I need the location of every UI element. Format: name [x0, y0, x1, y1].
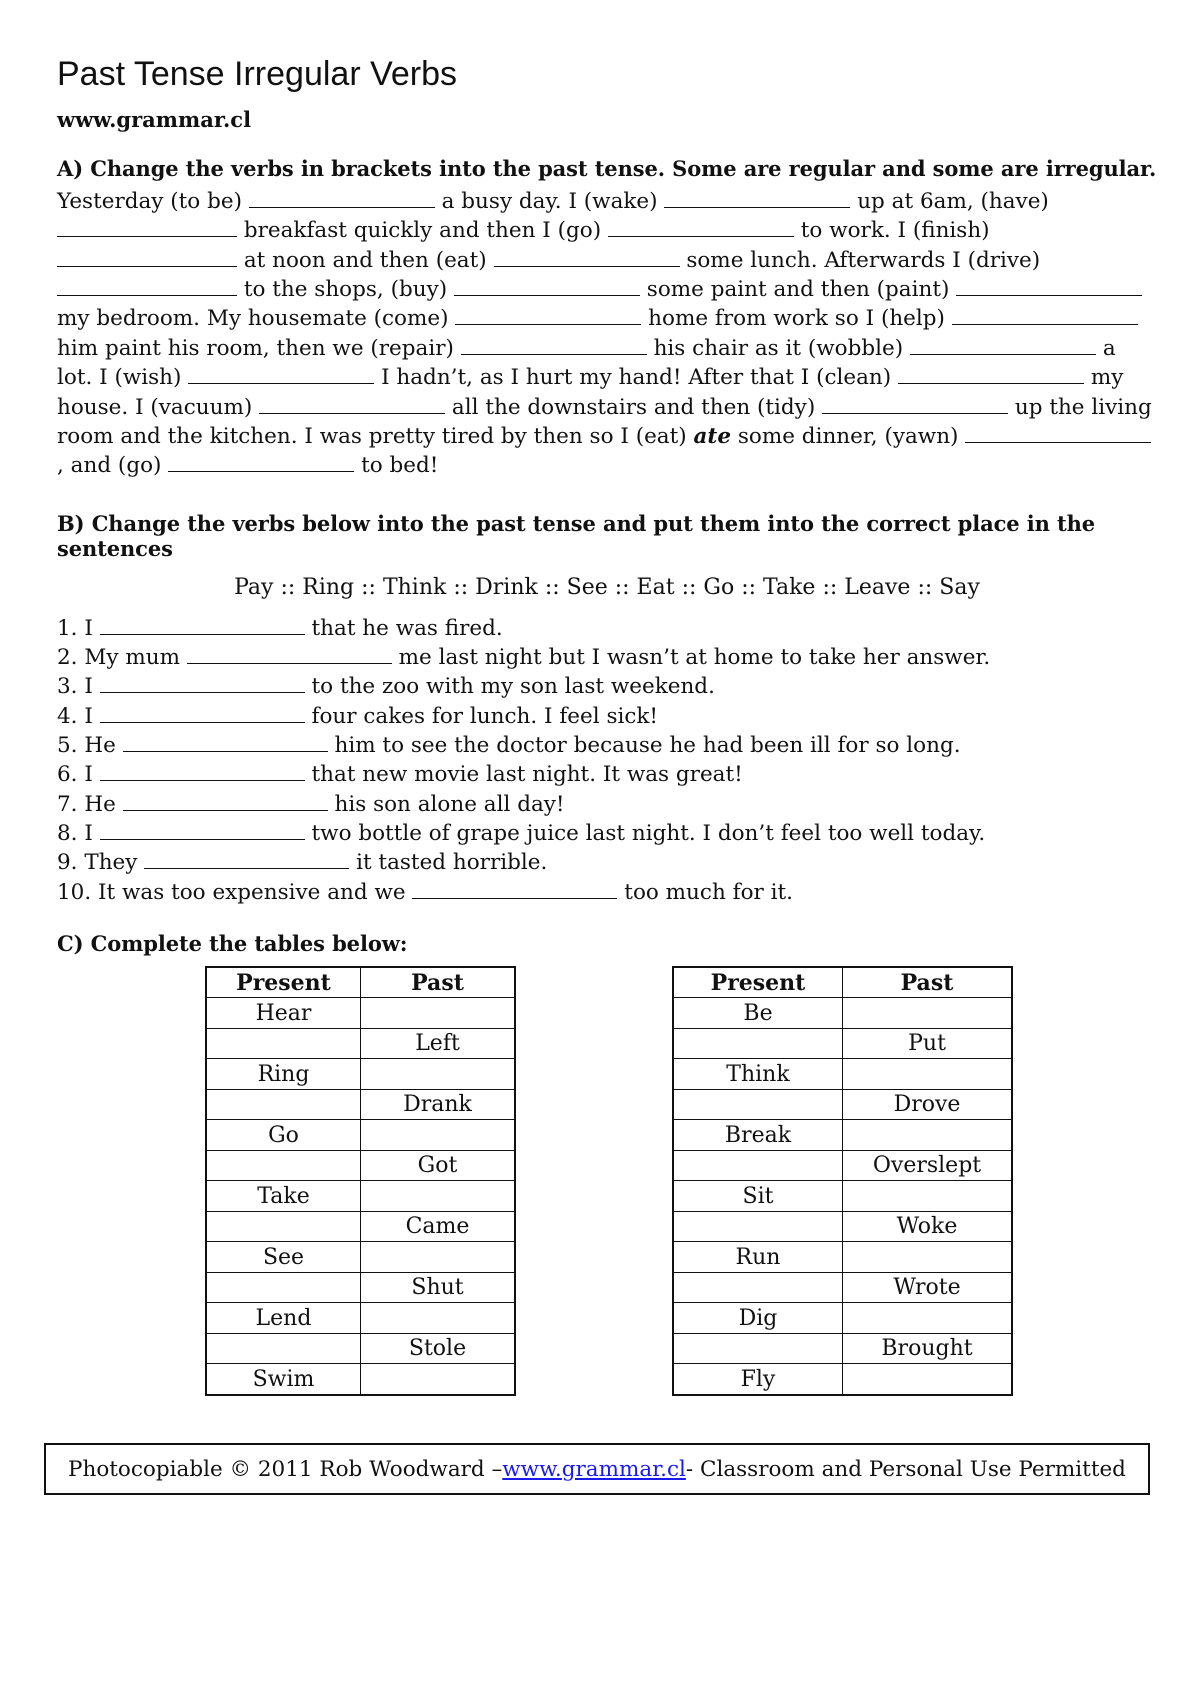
sentence-after: it tasted horrible. [349, 850, 548, 876]
column-header: Past [843, 967, 1013, 998]
table-row [673, 1120, 1012, 1151]
verb-table-right [672, 966, 1013, 1396]
table-row [673, 1150, 1012, 1181]
tables-area [57, 966, 1157, 1436]
sentence-after: that he was fired. [304, 615, 503, 641]
table-row [206, 1272, 515, 1303]
table-row [206, 1211, 515, 1242]
para-text: , and (go) [57, 453, 169, 479]
past-cell[interactable] [361, 1242, 516, 1273]
para-text: some lunch. Afterwards I (drive) [679, 247, 1041, 273]
answer-blank[interactable] [57, 277, 237, 296]
past-cell: Came [361, 1211, 516, 1242]
para-text: his chair as it (wobble) [646, 335, 910, 361]
table-row [673, 1181, 1012, 1212]
present-cell[interactable] [206, 1272, 361, 1303]
answer-blank[interactable] [100, 616, 305, 635]
present-cell[interactable] [673, 1211, 843, 1242]
para-text: Yesterday (to be) [57, 188, 249, 214]
sentence-item [57, 702, 1157, 731]
para-text: a lot. I (wish) [57, 335, 1116, 391]
present-cell: Be [673, 998, 843, 1029]
para-text: home from work so I (help) [641, 306, 952, 332]
answer-blank[interactable] [100, 704, 305, 723]
para-text: up at 6am, (have) [850, 188, 1049, 214]
word-bank: Pay :: Ring :: Think :: Drink :: See :: Eat :: Go :: Take :: Leave :: Say [234, 574, 980, 600]
answer-blank[interactable] [100, 762, 305, 781]
footer-link[interactable]: www.grammar.cl [502, 1456, 686, 1482]
answer-blank[interactable] [898, 365, 1084, 384]
table-row [673, 1272, 1012, 1303]
para-text: to bed! [354, 453, 439, 479]
para-text: my house. I (vacuum) [57, 365, 1124, 420]
table-row [673, 1028, 1012, 1059]
answer-blank[interactable] [608, 218, 794, 237]
sentence-before: 9. They [57, 850, 145, 876]
footer-prefix: Photocopiable © 2011 Rob Woodward – [68, 1456, 503, 1482]
answer-blank[interactable] [100, 821, 305, 840]
sentence-before: 6. I [57, 762, 100, 788]
present-cell: Lend [206, 1303, 361, 1334]
sentence-item [57, 731, 1157, 760]
present-cell: Break [673, 1120, 843, 1151]
past-cell: Drank [361, 1089, 516, 1120]
answer-blank[interactable] [412, 880, 617, 899]
table-row [206, 1150, 515, 1181]
answer-blank[interactable] [123, 733, 328, 752]
answer-blank[interactable] [168, 453, 354, 472]
sentence-list [57, 614, 1157, 907]
sentence-item [57, 878, 1157, 907]
table-row [206, 998, 515, 1029]
sentence-after: two bottle of grape juice last night. I don’t feel too well today. [304, 820, 986, 846]
past-cell: Wrote [843, 1272, 1013, 1303]
sentence-after: me last night but I wasn’t at home to take her answer. [391, 645, 991, 671]
sentence-item [57, 848, 1157, 877]
past-cell: Woke [843, 1211, 1013, 1242]
sentence-after: his son alone all day! [327, 791, 565, 817]
present-cell[interactable] [206, 1150, 361, 1181]
answer-blank[interactable] [956, 277, 1142, 296]
present-cell: Take [206, 1181, 361, 1212]
past-cell[interactable] [843, 998, 1013, 1029]
present-cell: Go [206, 1120, 361, 1151]
page-title: Past Tense Irregular Verbs [57, 55, 458, 93]
column-header: Past [361, 967, 516, 998]
section-a-heading: A) Change the verbs in brackets into the past tense. Some are regular and some are irregular. [57, 155, 1157, 181]
answer-blank[interactable] [461, 336, 647, 355]
para-text: breakfast quickly and then I (go) [237, 218, 608, 244]
past-cell[interactable] [361, 1059, 516, 1090]
table-header-row [206, 967, 515, 998]
sentence-before: 8. I [57, 820, 100, 846]
answer-blank[interactable] [188, 365, 374, 384]
sentence-before: 2. My mum [57, 645, 187, 671]
table-row [206, 1303, 515, 1334]
past-cell[interactable] [361, 1364, 516, 1395]
present-cell: Hear [206, 998, 361, 1029]
past-cell[interactable] [361, 998, 516, 1029]
sentence-after: too much for it. [617, 879, 793, 905]
sentence-before: 5. He [57, 733, 123, 759]
sentence-item [57, 614, 1157, 643]
table-row [673, 1364, 1012, 1395]
past-cell[interactable] [843, 1303, 1013, 1334]
column-header: Present [206, 967, 361, 998]
present-cell: Run [673, 1242, 843, 1273]
table-row [673, 1303, 1012, 1334]
table-row [673, 1211, 1012, 1242]
present-cell[interactable] [206, 1211, 361, 1242]
table-row [673, 1089, 1012, 1120]
table-row [206, 1242, 515, 1273]
answer-blank[interactable] [123, 792, 328, 811]
present-cell[interactable] [673, 1150, 843, 1181]
answer-blank[interactable] [910, 336, 1096, 355]
table-row [673, 998, 1012, 1029]
present-cell: Think [673, 1059, 843, 1090]
para-text: some paint and then (paint) [639, 277, 957, 303]
site-url: www.grammar.cl [57, 106, 252, 132]
table-row [673, 1242, 1012, 1273]
answer-blank[interactable] [965, 424, 1151, 443]
answer-blank[interactable] [259, 395, 445, 414]
answer-blank[interactable] [187, 645, 392, 664]
answer-blank[interactable] [494, 248, 680, 267]
past-cell[interactable] [361, 1120, 516, 1151]
sentence-after: him to see the doctor because he had been ill for so long. [327, 733, 961, 759]
sentence-before: 10. It was too expensive and we [57, 879, 413, 905]
past-cell: Drove [843, 1089, 1013, 1120]
sentence-item [57, 760, 1157, 789]
sentence-item [57, 672, 1157, 701]
past-cell: Got [361, 1150, 516, 1181]
present-cell[interactable] [206, 1333, 361, 1364]
present-cell[interactable] [673, 1272, 843, 1303]
table-row [206, 1364, 515, 1395]
para-text: up the living room and the kitchen. I was pretty tired by then so I (eat) [57, 394, 1152, 450]
para-text: some dinner, (yawn) [731, 424, 966, 450]
answer-blank[interactable] [100, 674, 305, 693]
past-cell[interactable] [843, 1181, 1013, 1212]
answer-blank[interactable] [455, 306, 641, 325]
past-cell: Brought [843, 1333, 1013, 1364]
para-text: all the downstairs and then (tidy) [445, 394, 823, 420]
sentence-item [57, 819, 1157, 848]
present-cell: Swim [206, 1364, 361, 1395]
answer-blank[interactable] [57, 248, 237, 267]
present-cell[interactable] [673, 1333, 843, 1364]
present-cell[interactable] [673, 1028, 843, 1059]
answer-blank[interactable] [57, 218, 237, 237]
footer-box [44, 1443, 1150, 1495]
para-text: him paint his room, then we (repair) [57, 335, 461, 361]
answer-blank[interactable] [249, 189, 435, 208]
past-cell[interactable] [843, 1364, 1013, 1395]
present-cell: Dig [673, 1303, 843, 1334]
sentence-item [57, 643, 1157, 672]
present-cell: See [206, 1242, 361, 1273]
table-row [206, 1333, 515, 1364]
para-text: my bedroom. My housemate (come) [57, 306, 456, 332]
sentence-after: four cakes for lunch. I feel sick! [304, 703, 659, 729]
footer-suffix: - Classroom and Personal Use Permitted [685, 1456, 1126, 1482]
sentence-after: to the zoo with my son last weekend. [304, 674, 715, 700]
present-cell: Sit [673, 1181, 843, 1212]
table-row [673, 1059, 1012, 1090]
para-text: I hadn’t, as I hurt my hand! After that I (clean) [374, 365, 898, 391]
section-b-heading: B) Change the verbs below into the past tense and put them into the correct place in the sentences [57, 510, 1096, 561]
past-cell[interactable] [361, 1181, 516, 1212]
answer-blank[interactable] [454, 277, 640, 296]
present-cell[interactable] [206, 1028, 361, 1059]
sentence-before: 4. I [57, 703, 100, 729]
worksheet-page [57, 54, 1157, 1436]
present-cell[interactable] [206, 1089, 361, 1120]
table-row [206, 1059, 515, 1090]
past-cell: Put [843, 1028, 1013, 1059]
present-cell[interactable] [673, 1089, 843, 1120]
table-row [206, 1089, 515, 1120]
para-text: to the shops, (buy) [237, 277, 454, 303]
answer-blank[interactable] [952, 306, 1138, 325]
para-text: to work. I (finish) [793, 218, 990, 244]
verb-table-left [205, 966, 516, 1396]
section-a-paragraph [57, 187, 1157, 481]
column-header: Present [673, 967, 843, 998]
past-cell[interactable] [843, 1242, 1013, 1273]
sentence-item [57, 790, 1157, 819]
past-cell[interactable] [843, 1120, 1013, 1151]
table-row [206, 1181, 515, 1212]
sentence-after: that new movie last night. It was great! [304, 762, 743, 788]
present-cell: Fly [673, 1364, 843, 1395]
sentence-before: 1. I [57, 615, 100, 641]
answer-blank[interactable] [664, 189, 850, 208]
past-cell[interactable] [843, 1059, 1013, 1090]
answer-blank[interactable] [822, 395, 1008, 414]
past-cell: Stole [361, 1333, 516, 1364]
sentence-before: 3. I [57, 674, 100, 700]
table-header-row [673, 967, 1012, 998]
table-row [673, 1333, 1012, 1364]
para-text: a busy day. I (wake) [434, 188, 665, 214]
past-cell: Shut [361, 1272, 516, 1303]
section-c-heading: C) Complete the tables below: [57, 930, 408, 956]
present-cell: Ring [206, 1059, 361, 1090]
table-row [206, 1120, 515, 1151]
past-cell[interactable] [361, 1303, 516, 1334]
table-row [206, 1028, 515, 1059]
past-cell: Overslept [843, 1150, 1013, 1181]
past-cell: Left [361, 1028, 516, 1059]
example-answer: ate [693, 424, 732, 450]
para-text: at noon and then (eat) [237, 247, 494, 273]
answer-blank[interactable] [144, 850, 349, 869]
sentence-before: 7. He [57, 791, 123, 817]
